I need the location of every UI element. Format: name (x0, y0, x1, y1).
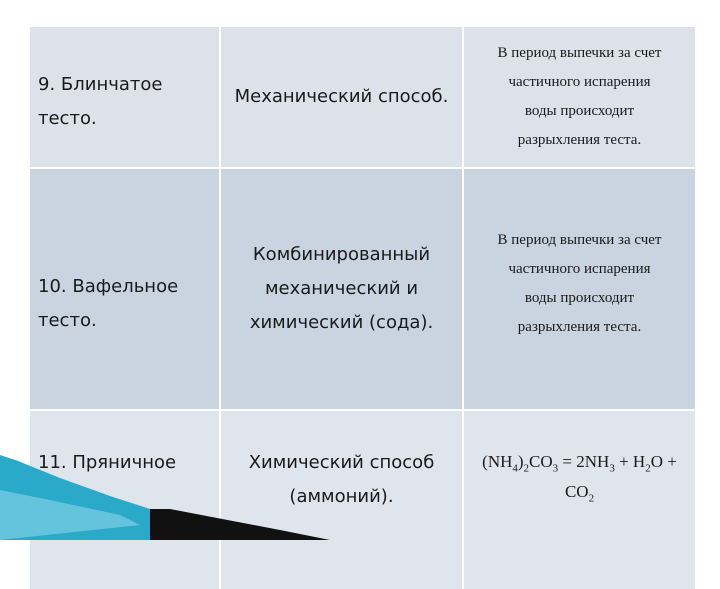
note-line: частичного испарения (508, 74, 651, 90)
method-line: Механический способ. (234, 86, 449, 107)
dough-name-line: 9. Блинчатое (38, 74, 163, 95)
dark-swoosh-shape (150, 509, 330, 540)
method-line: (аммоний). (289, 486, 394, 507)
note-line: воды происходит (524, 290, 635, 306)
reaction-equation-continuation: $CO_2$ (564, 482, 595, 505)
method-line: химический (сода). (249, 312, 434, 333)
dough-name-line: 10. Вафельное (38, 276, 179, 297)
method-line: механический и (264, 278, 419, 299)
dough-name-line: тесто. (38, 108, 97, 129)
method-line: Комбинированный (252, 244, 431, 265)
dough-name-line: 11. Пряничное (38, 452, 177, 473)
reaction-equation: $(NH_4)_2CO_3 = 2NH_3 + H_2O$ + (482, 451, 677, 474)
note-line: воды происходит (524, 103, 635, 119)
note-line: разрыхления теста. (517, 319, 642, 335)
note-line: разрыхления теста. (517, 132, 642, 148)
method-line: Химический способ (248, 452, 435, 473)
note-line: частичного испарения (508, 261, 651, 277)
note-line: В период выпечки за счет (497, 45, 662, 61)
note-line: В период выпечки за счет (497, 232, 662, 248)
dough-name-line: тесто. (38, 310, 97, 331)
